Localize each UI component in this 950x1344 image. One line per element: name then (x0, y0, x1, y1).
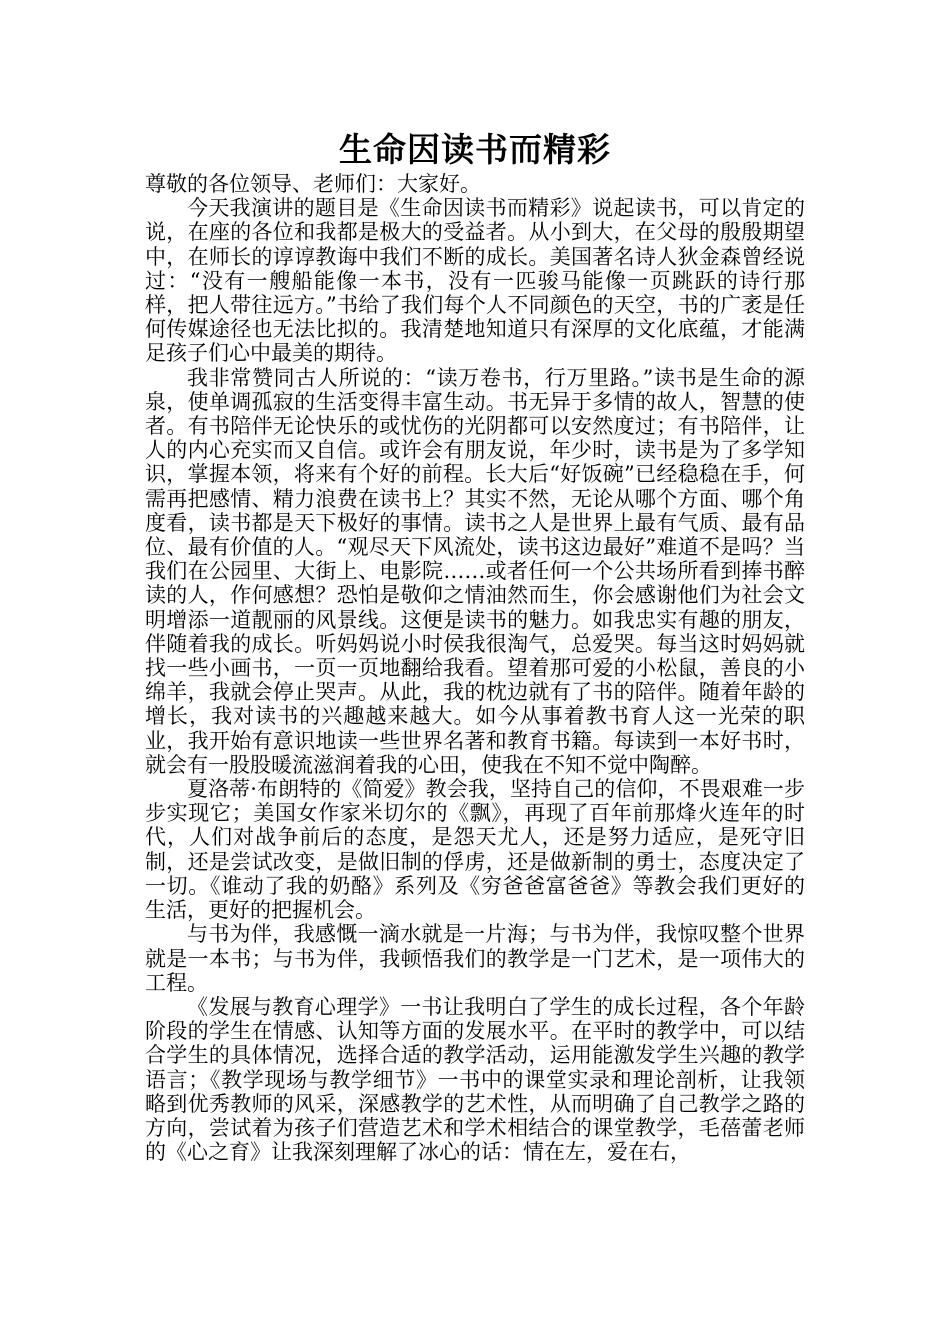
body-paragraph: 《发展与教育心理学》一书让我明白了学生的成长过程，各个年龄阶段的学生在情感、认知等方面的发展水平。在平时的教学中，可以结合学生的具体情况，选择合适的教学活动，运用能激发学生兴趣的教学语言；《教学现场与教学细节》一书中的课堂实录和理论剖析，让我领略到优秀教师的风采，深感教学的艺术性，从而明确了自己教学之路的方向，尝试着为孩子们营造艺术和学术相结合的课堂教学，毛蓓蕾老师的《心之育》让我深刻理解了冰心的话：情在左，爱在右， (145, 994, 805, 1165)
body-paragraph: 我非常赞同古人所说的：“读万卷书，行万里路。”读书是生命的源泉，使单调孤寂的生活变得丰富生动。书无异于多情的故人，智慧的使者。有书陪伴无论快乐的或忧伤的光阴都可以安然度过；有书陪伴，让人的内心充实而又自信。或许会有朋友说，年少时，读书是为了多学知识，掌握本领，将来有个好的前程。长大后“好饭碗”已经稳稳在手，何需再把感情、精力浪费在读书上？其实不然，无论从哪个方面、哪个角度看，读书都是天下极好的事情。读书之人是世界上最有气质、最有品位、最有价值的人。“观尽天下风流处，读书这边最好”难道不是吗？当我们在公园里、大街上、电影院……或者任何一个公共场所看到捧书醉读的人，作何感想？恐怕是敬仰之情油然而生，你会感谢他们为社会文明增添一道靓丽的风景线。这便是读书的魅力。如我忠实有趣的朋友，伴随着我的成长。听妈妈说小时侯我很淘气，总爱哭。每当这时妈妈就找一些小画书，一页一页地翻给我看。望着那可爱的小松鼠，善良的小绵羊，我就会停止哭声。从此，我的枕边就有了书的陪伴。随着年龄的增长，我对读书的兴趣越来越大。如今从事着教书育人这一光荣的职业，我开始有意识地读一些世界名著和教育书籍。每读到一本好书时，就会有一股股暖流滋润着我的心田，使我在不知不觉中陶醉。 (145, 365, 805, 777)
document-title: 生命因读书而精彩 (339, 130, 611, 169)
document-body (145, 172, 805, 1164)
greeting-paragraph: 尊敬的各位领导、老师们：大家好。 (145, 172, 481, 196)
body-paragraph: 与书为伴，我感慨一滴水就是一片海；与书为伴，我惊叹整个世界就是一本书；与书为伴，我顿悟我们的教学是一门艺术，是一项伟大的工程。 (145, 922, 805, 995)
body-paragraph: 夏洛蒂·布朗特的《简爱》教会我，坚持自己的信仰，不畏艰难一步步实现它；美国女作家米切尔的《飘》，再现了百年前那烽火连年的时代，人们对战争前后的态度，是怨天尤人，还是努力适应，是死守旧制，还是尝试改变，是做旧制的俘虏，还是做新制的勇士，态度决定了一切。《谁动了我的奶酪》系列及《穷爸爸富爸爸》等教会我们更好的生活，更好的把握机会。 (145, 777, 805, 923)
body-paragraph: 今天我演讲的题目是《生命因读书而精彩》说起读书，可以肯定的说，在座的各位和我都是极大的受益者。从小到大，在父母的殷殷期望中，在师长的谆谆教诲中我们不断的成长。美国著名诗人狄金森曾经说过：“没有一艘船能像一本书，没有一匹骏马能像一页跳跃的诗行那样，把人带往远方。”书给了我们每个人不同颜色的天空，书的广袤是任何传媒途径也无法比拟的。我清楚地知道只有深厚的文化底蕴，才能满足孩子们心中最美的期待。 (145, 196, 805, 366)
